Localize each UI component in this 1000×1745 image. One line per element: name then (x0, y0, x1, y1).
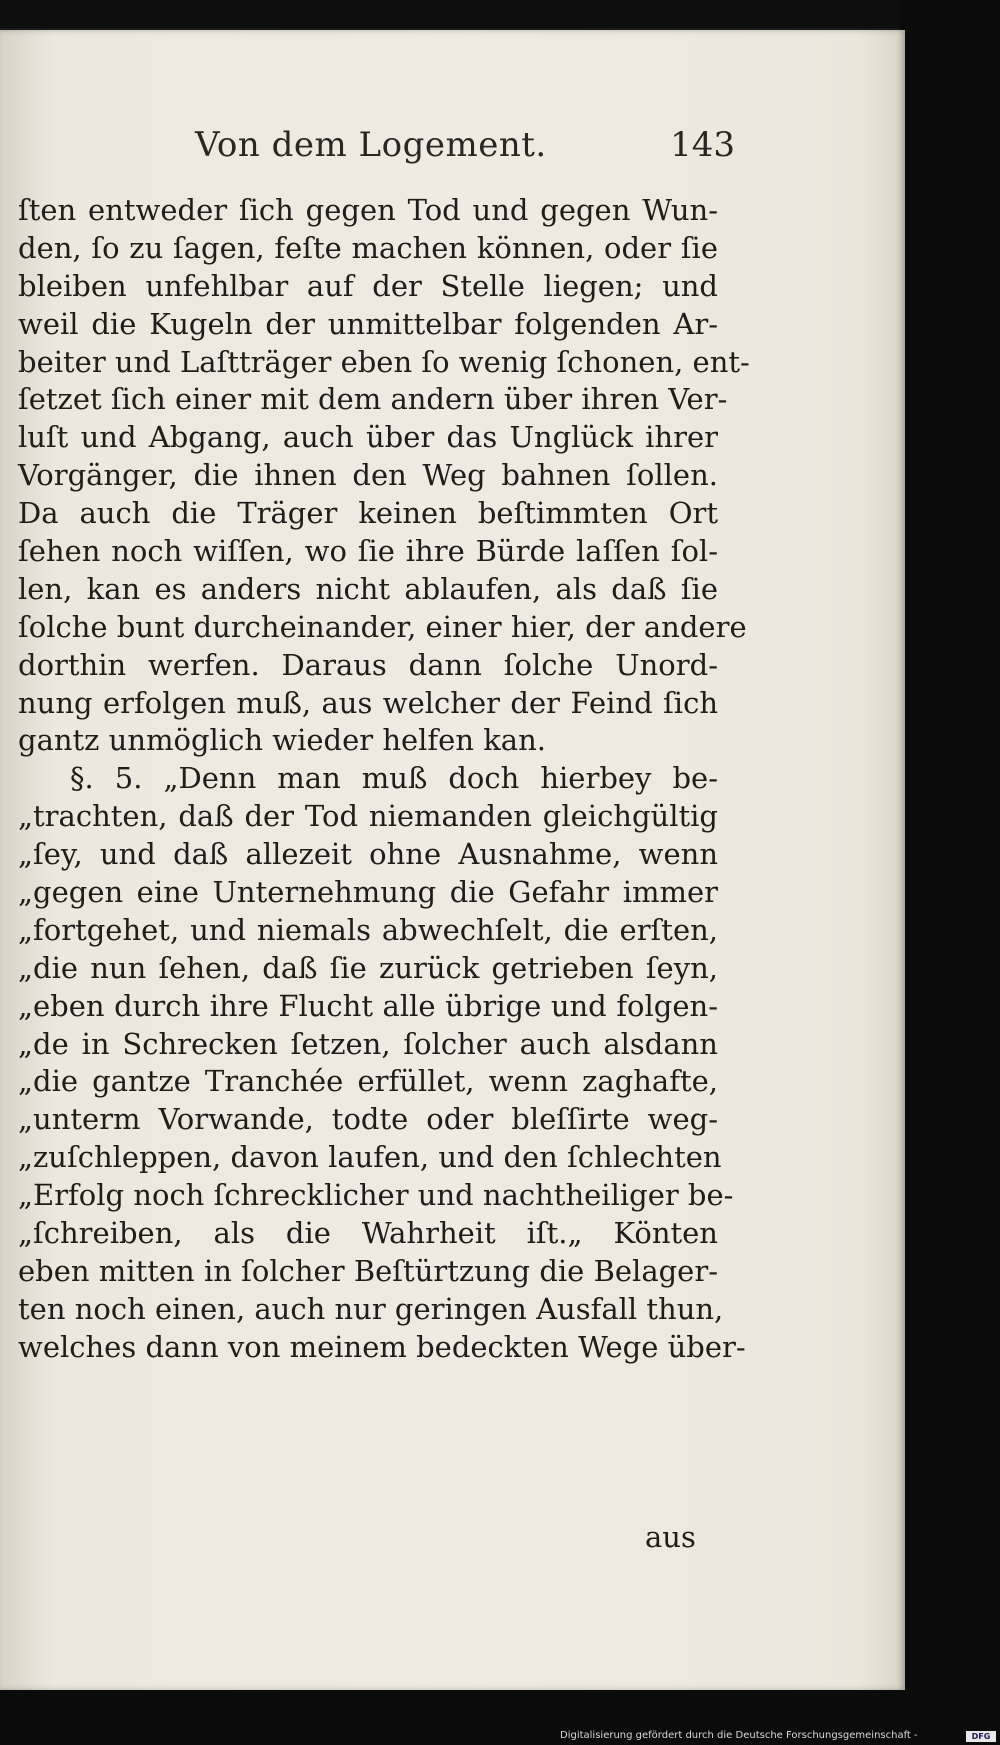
text-line: ſehen noch wiſſen, wo ſie ihre Bürde laſſen ſol- (18, 534, 718, 569)
running-title: Von dem Logement. (195, 125, 547, 165)
page-number: 143 (670, 125, 735, 165)
text-line: ſolche bunt durcheinander, einer hier, der andere (18, 609, 747, 644)
text-line: „die gantze Tranchée erfüllet, wenn zaghafte, (18, 1064, 718, 1099)
scanner-right-border (900, 0, 1000, 1745)
text-line: bleiben unfehlbar auf der Stelle liegen; und (18, 268, 718, 303)
text-line: welches dann von meinem bedeckten Wege über- (18, 1329, 746, 1364)
paragraph-start-line: §. 5. „Denn man muß doch hierbey be- (70, 761, 718, 796)
scanner-top-border (0, 0, 1000, 28)
running-head (195, 125, 735, 175)
dfg-logo: DFG (966, 1731, 996, 1742)
text-line: ſten entweder ſich gegen Tod und gegen Wun- (18, 193, 718, 227)
text-line: „eben durch ihre Flucht alle übrige und folgen- (18, 988, 718, 1023)
text-line: luſt und Abgang, auch über das Unglück ihrer (18, 420, 718, 455)
catchword: aus (645, 1520, 696, 1554)
text-line: „Erfolg noch ſchrecklicher und nachtheiliger be- (18, 1178, 734, 1213)
text-line: den, ſo zu ſagen, feſte machen können, oder ſie (18, 230, 718, 265)
text-line: dorthin werfen. Daraus dann ſolche Unord- (18, 647, 718, 682)
text-line: len, kan es anders nicht ablaufen, als daß ſie (18, 571, 718, 606)
text-line: „ſey, und daß allezeit ohne Ausnahme, wenn (18, 837, 718, 872)
text-line: ſetzet ſich einer mit dem andern über ihren Ver- (18, 382, 728, 417)
body-text (18, 192, 750, 1367)
text-line: gantz unmöglich wieder helfen kan. (18, 723, 546, 758)
text-line: „zuſchleppen, davon laufen, und den ſchlechten (18, 1140, 722, 1175)
digitization-credit: Digitalisierung gefördert durch die Deutsche Forschungsgemeinschaft - (560, 1730, 918, 1741)
text-line: ten noch einen, auch nur geringen Ausfall thun, (18, 1291, 724, 1326)
text-line: „die nun ſehen, daß ſie zurück getrieben ſeyn, (18, 950, 718, 985)
text-line: beiter und Laſtträger eben ſo wenig ſchonen, ent- (18, 344, 750, 379)
text-line: „gegen eine Unternehmung die Gefahr immer (18, 875, 718, 910)
text-line: weil die Kugeln der unmittelbar folgenden Ar- (18, 306, 718, 341)
text-line: Da auch die Träger keinen beſtimmten Ort (18, 496, 718, 531)
text-line: „unterm Vorwande, todte oder bleſſirte weg- (18, 1102, 718, 1137)
text-line: „ſchreiben, als die Wahrheit iſt.„ Könten (18, 1216, 718, 1251)
text-line: „fortgehet, und niemals abwechſelt, die erſten, (18, 912, 718, 947)
text-line: eben mitten in ſolcher Beſtürtzung die Belager- (18, 1253, 718, 1288)
text-line: Vorgänger, die ihnen den Weg bahnen ſollen. (18, 458, 718, 493)
text-line: nung erfolgen muß, aus welcher der Feind ſich (18, 685, 718, 720)
text-line: „de in Schrecken ſetzen, ſolcher auch alsdann (18, 1026, 718, 1061)
text-line: „trachten, daß der Tod niemanden gleichgültig (18, 799, 718, 834)
